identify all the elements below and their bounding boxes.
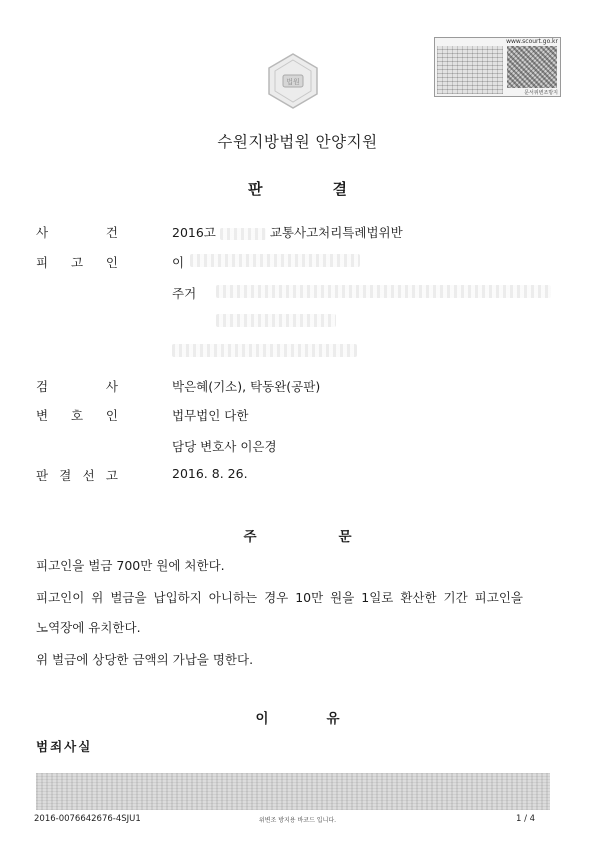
seal-text: 법원 [286, 78, 300, 86]
order-line: 피고인을 벌금 700만 원에 처한다. [36, 558, 225, 573]
counsel-attorney: 담당 변호사 이은경 [172, 439, 277, 454]
redacted-area [172, 344, 357, 357]
redacted-area [216, 314, 336, 327]
crime-facts-heading: 범죄사실 [36, 739, 93, 754]
counsel-label: 변 호 인 [36, 408, 118, 423]
case-charge: 교통사고처리특례법위반 [269, 225, 403, 240]
case-label: 사 건 [36, 225, 118, 240]
document-number: 2016-0076642676-4SJU1 [34, 814, 141, 824]
case-number: 2016고 [172, 225, 216, 240]
order-line: 피고인이 위 벌금을 납입하지 아니하는 경우 10만 원을 1일로 환산한 기간 피고인을 [36, 590, 523, 605]
reason-heading: 이 유 [255, 711, 340, 727]
verdict-date-label: 판 결 선 고 [36, 468, 118, 483]
prosecutor-value: 박은혜(기소), 탁동완(공판) [172, 379, 321, 394]
barcode-grid [437, 46, 503, 94]
redacted-area [216, 285, 551, 298]
address-label: 주거 [172, 286, 197, 301]
order-line: 노역장에 유치한다. [36, 620, 141, 635]
redacted-area [220, 228, 266, 240]
title-char: 결 [332, 180, 347, 198]
document-title [0, 178, 595, 199]
barcode-note: 위변조 방지용 바코드 입니다. [258, 817, 337, 824]
defendant-label: 피 고 인 [36, 255, 118, 270]
verdict-date-value: 2016. 8. 26. [172, 466, 248, 481]
code-url: www.scourt.go.kr [506, 38, 558, 45]
defendant-value: 이 [172, 255, 185, 270]
court-seal-icon [264, 52, 322, 110]
footer-barcode-band [36, 773, 550, 810]
counsel-firm: 법무법인 다한 [172, 408, 249, 423]
prosecutor-label: 검 사 [36, 379, 118, 394]
order-line: 위 벌금에 상당한 금액의 가납을 명한다. [36, 652, 254, 667]
case-value [172, 223, 403, 241]
title-char: 판 [248, 180, 263, 198]
court-name: 수원지방법원 안양지원 [217, 133, 378, 151]
redacted-area [190, 254, 360, 267]
order-heading: 주 문 [243, 529, 352, 545]
page-number: 1 / 4 [516, 814, 536, 824]
code-caption: 문서위변조방지 [524, 90, 558, 96]
qr-code [507, 46, 557, 88]
anti-forgery-code [434, 37, 561, 97]
